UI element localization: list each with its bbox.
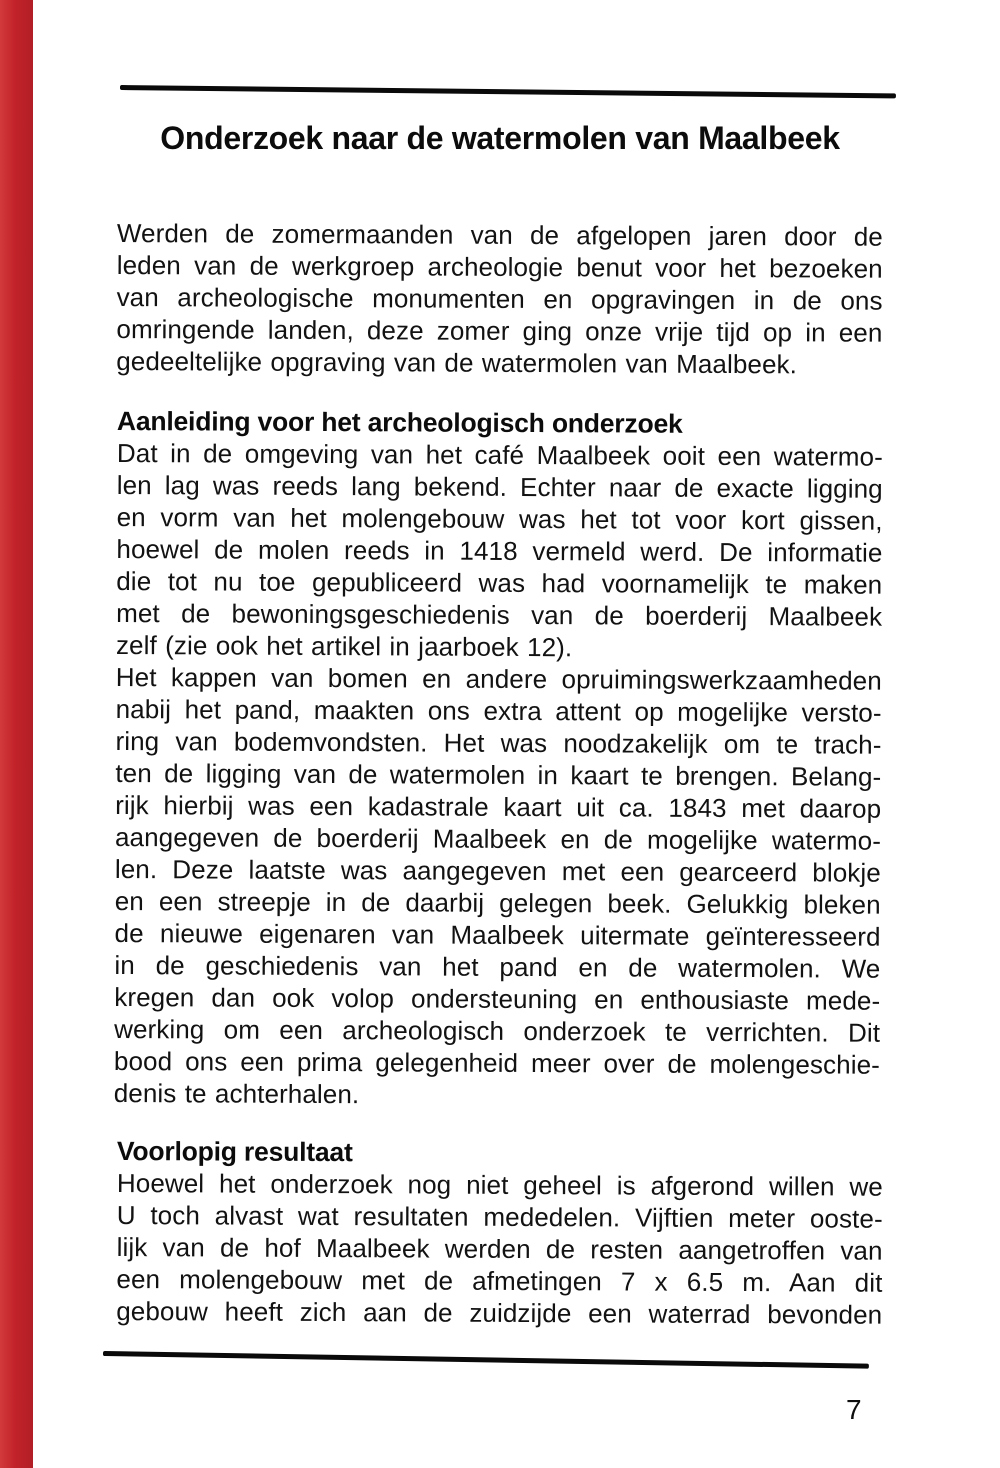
text-line: en een streepje in de daarbij gelegen beek. Gelukkig bleken (114, 885, 881, 920)
text-line: omringende landen, deze zomer ging onze vrije tijd op in een (116, 313, 883, 348)
text-line: een molengebouw met de afmetingen 7 x 6.5 m. Aan dit (116, 1263, 883, 1298)
text-line: gebouw heeft zich aan de zuidzijde een waterrad bevonden (116, 1295, 883, 1330)
intro-paragraph (116, 217, 883, 381)
text-line: ring van bodemvondsten. Het was noodzakelijk om te trach- (115, 725, 882, 760)
section-body-aanleiding (114, 437, 883, 1113)
text-line: hoewel de molen reeds in 1418 vermeld werd. De informatie (116, 533, 883, 568)
text-line: Dat in de omgeving van het café Maalbeek ooit een watermo- (116, 438, 883, 472)
text-line: in de geschiedenis van het pand en de watermolen. We (114, 949, 881, 984)
text-line: kregen dan ook volop ondersteuning en enthousiaste mede- (114, 981, 881, 1016)
text-line: len. Deze laatste was aangegeven met een gearceerd blokje (114, 853, 881, 888)
text-line: U toch alvast wat resultaten mededelen. Vijftien meter ooste- (116, 1199, 883, 1234)
text-line: werking om een archeologisch onderzoek te verrichten. Dit (114, 1013, 881, 1048)
text-line: lijk van de hof Maalbeek werden de resten aangetroffen van (116, 1231, 883, 1266)
text-line: de nieuwe eigenaren van Maalbeek uitermate geïnteresseerd (114, 917, 881, 952)
text-line: en vorm van het molengebouw was het tot voor kort gissen, (116, 501, 883, 536)
text-line: nabij het pand, maakten ons extra attent op mogelijke versto- (115, 693, 882, 728)
red-book-edge-stripe (0, 0, 33, 1468)
text-line: aangegeven de boerderij Maalbeek en de mogelijke watermo- (114, 821, 882, 856)
section-heading-voorlopig-resultaat: Voorlopig resultaat (116, 1136, 353, 1168)
text-line: Werden de zomermaanden van de afgelopen jaren door de (116, 217, 883, 252)
text-line: die tot nu toe gepubliceerd was had voornamelijk te maken (116, 565, 883, 600)
article-title: Onderzoek naar de watermolen van Maalbeek (160, 120, 840, 156)
text-line: met de bewoningsgeschiedenis van de boerderij Maalbeek (116, 597, 883, 632)
section-heading-aanleiding: Aanleiding voor het archeologisch onderzoek (116, 406, 683, 439)
text-line: len lag was reeds lang bekend. Echter naar de exacte ligging (116, 469, 883, 504)
text-line: Hoewel het onderzoek nog niet geheel is afgerond willen we (116, 1168, 883, 1202)
text-line: bood ons een prima gelegenheid meer over de molengeschie- (113, 1045, 881, 1080)
text-line: Het kappen van bomen en andere opruimingswerkzaamheden (115, 661, 882, 696)
text-line: denis te achterhalen. (113, 1077, 360, 1110)
text-line: gedeeltelijke opgraving van de watermolen van Maalbeek. (116, 345, 798, 380)
page-number: 7 (846, 1394, 862, 1425)
text-line: van archeologische monumenten en opgravingen in de ons (116, 281, 883, 316)
bottom-rule (103, 1351, 869, 1369)
text-line: ten de ligging van de watermolen in kaart te brengen. Belang- (115, 757, 882, 792)
text-line: rijk hierbij was een kadastrale kaart uit ca. 1843 met daarop (115, 789, 882, 824)
text-line: leden van de werkgroep archeologie benut voor het bezoeken (116, 249, 883, 284)
top-rule (120, 85, 896, 98)
section-body-voorlopig-resultaat (116, 1167, 883, 1331)
text-line: zelf (zie ook het artikel in jaarboek 12). (115, 629, 573, 663)
